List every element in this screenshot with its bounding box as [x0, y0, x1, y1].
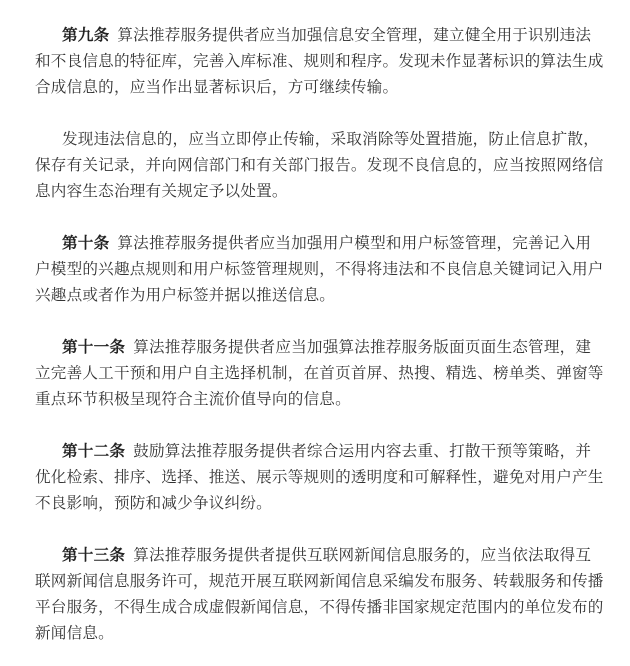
paragraph-line: 优化检索、排序、选择、推送、展示等规则的透明度和可解释性，避免对用户产生 [35, 468, 604, 486]
line-text: 算法推荐服务提供者提供互联网新闻信息服务的，应当依法取得互 [133, 546, 592, 564]
paragraph-line: 联网新闻信息服务许可，规范开展互联网新闻信息采编发布服务、转载服务和传播 [35, 572, 604, 590]
article-9-second-paragraph [35, 126, 622, 204]
article-11-paragraph [35, 334, 622, 412]
paragraph-line: 户模型的兴趣点规则和用户标签管理规则，不得将违法和不良信息关键词记入用户 [35, 260, 604, 278]
article-number: 第十三条 [62, 546, 126, 564]
paragraph-line [62, 542, 622, 568]
line-text: 鼓励算法推荐服务提供者综合运用内容去重、打散干预等策略，并 [133, 442, 592, 460]
line-text: 算法推荐服务提供者应当加强信息安全管理，建立健全用于识别违法 [117, 26, 592, 44]
paragraph-line: 和不良信息的特征库，完善入库标准、规则和程序。发现未作显著标识的算法生成 [35, 52, 604, 70]
article-number: 第十二条 [62, 442, 126, 460]
paragraph-line: 发现违法信息的，应当立即停止传输，采取消除等处置措施，防止信息扩散， [62, 130, 599, 148]
article-13-paragraph [35, 542, 622, 646]
article-12-paragraph [35, 438, 622, 516]
paragraph-line: 兴趣点或者作为用户标签并据以推送信息。 [35, 286, 336, 304]
paragraph-line [62, 438, 622, 464]
paragraph-line: 平台服务，不得生成合成虚假新闻信息，不得传播非国家规定范围内的单位发布的 [35, 598, 604, 616]
paragraph-line: 保存有关记录，并向网信部门和有关部门报告。发现不良信息的，应当按照网络信 [35, 156, 604, 174]
paragraph-line: 立完善人工干预和用户自主选择机制，在首页首屏、热搜、精选、榜单类、弹窗等 [35, 364, 604, 382]
paragraph-line: 新闻信息。 [35, 624, 114, 642]
article-number: 第十条 [62, 234, 110, 252]
article-number: 第十一条 [62, 338, 126, 356]
paragraph-line [62, 22, 622, 48]
line-text: 算法推荐服务提供者应当加强算法推荐服务版面页面生态管理，建 [133, 338, 592, 356]
paragraph-line [62, 334, 622, 360]
paragraph-line [62, 230, 622, 256]
paragraph-line: 合成信息的，应当作出显著标识后，方可继续传输。 [35, 78, 399, 96]
article-number: 第九条 [62, 26, 110, 44]
paragraph-line: 息内容生态治理有关规定予以处置。 [35, 182, 288, 200]
article-10-paragraph [35, 230, 622, 308]
article-9-paragraph [35, 22, 622, 100]
line-text: 算法推荐服务提供者应当加强用户模型和用户标签管理，完善记入用 [117, 234, 592, 252]
paragraph-line: 不良影响，预防和减少争议纠纷。 [35, 494, 272, 512]
paragraph-line: 重点环节积极呈现符合主流价值导向的信息。 [35, 390, 351, 408]
